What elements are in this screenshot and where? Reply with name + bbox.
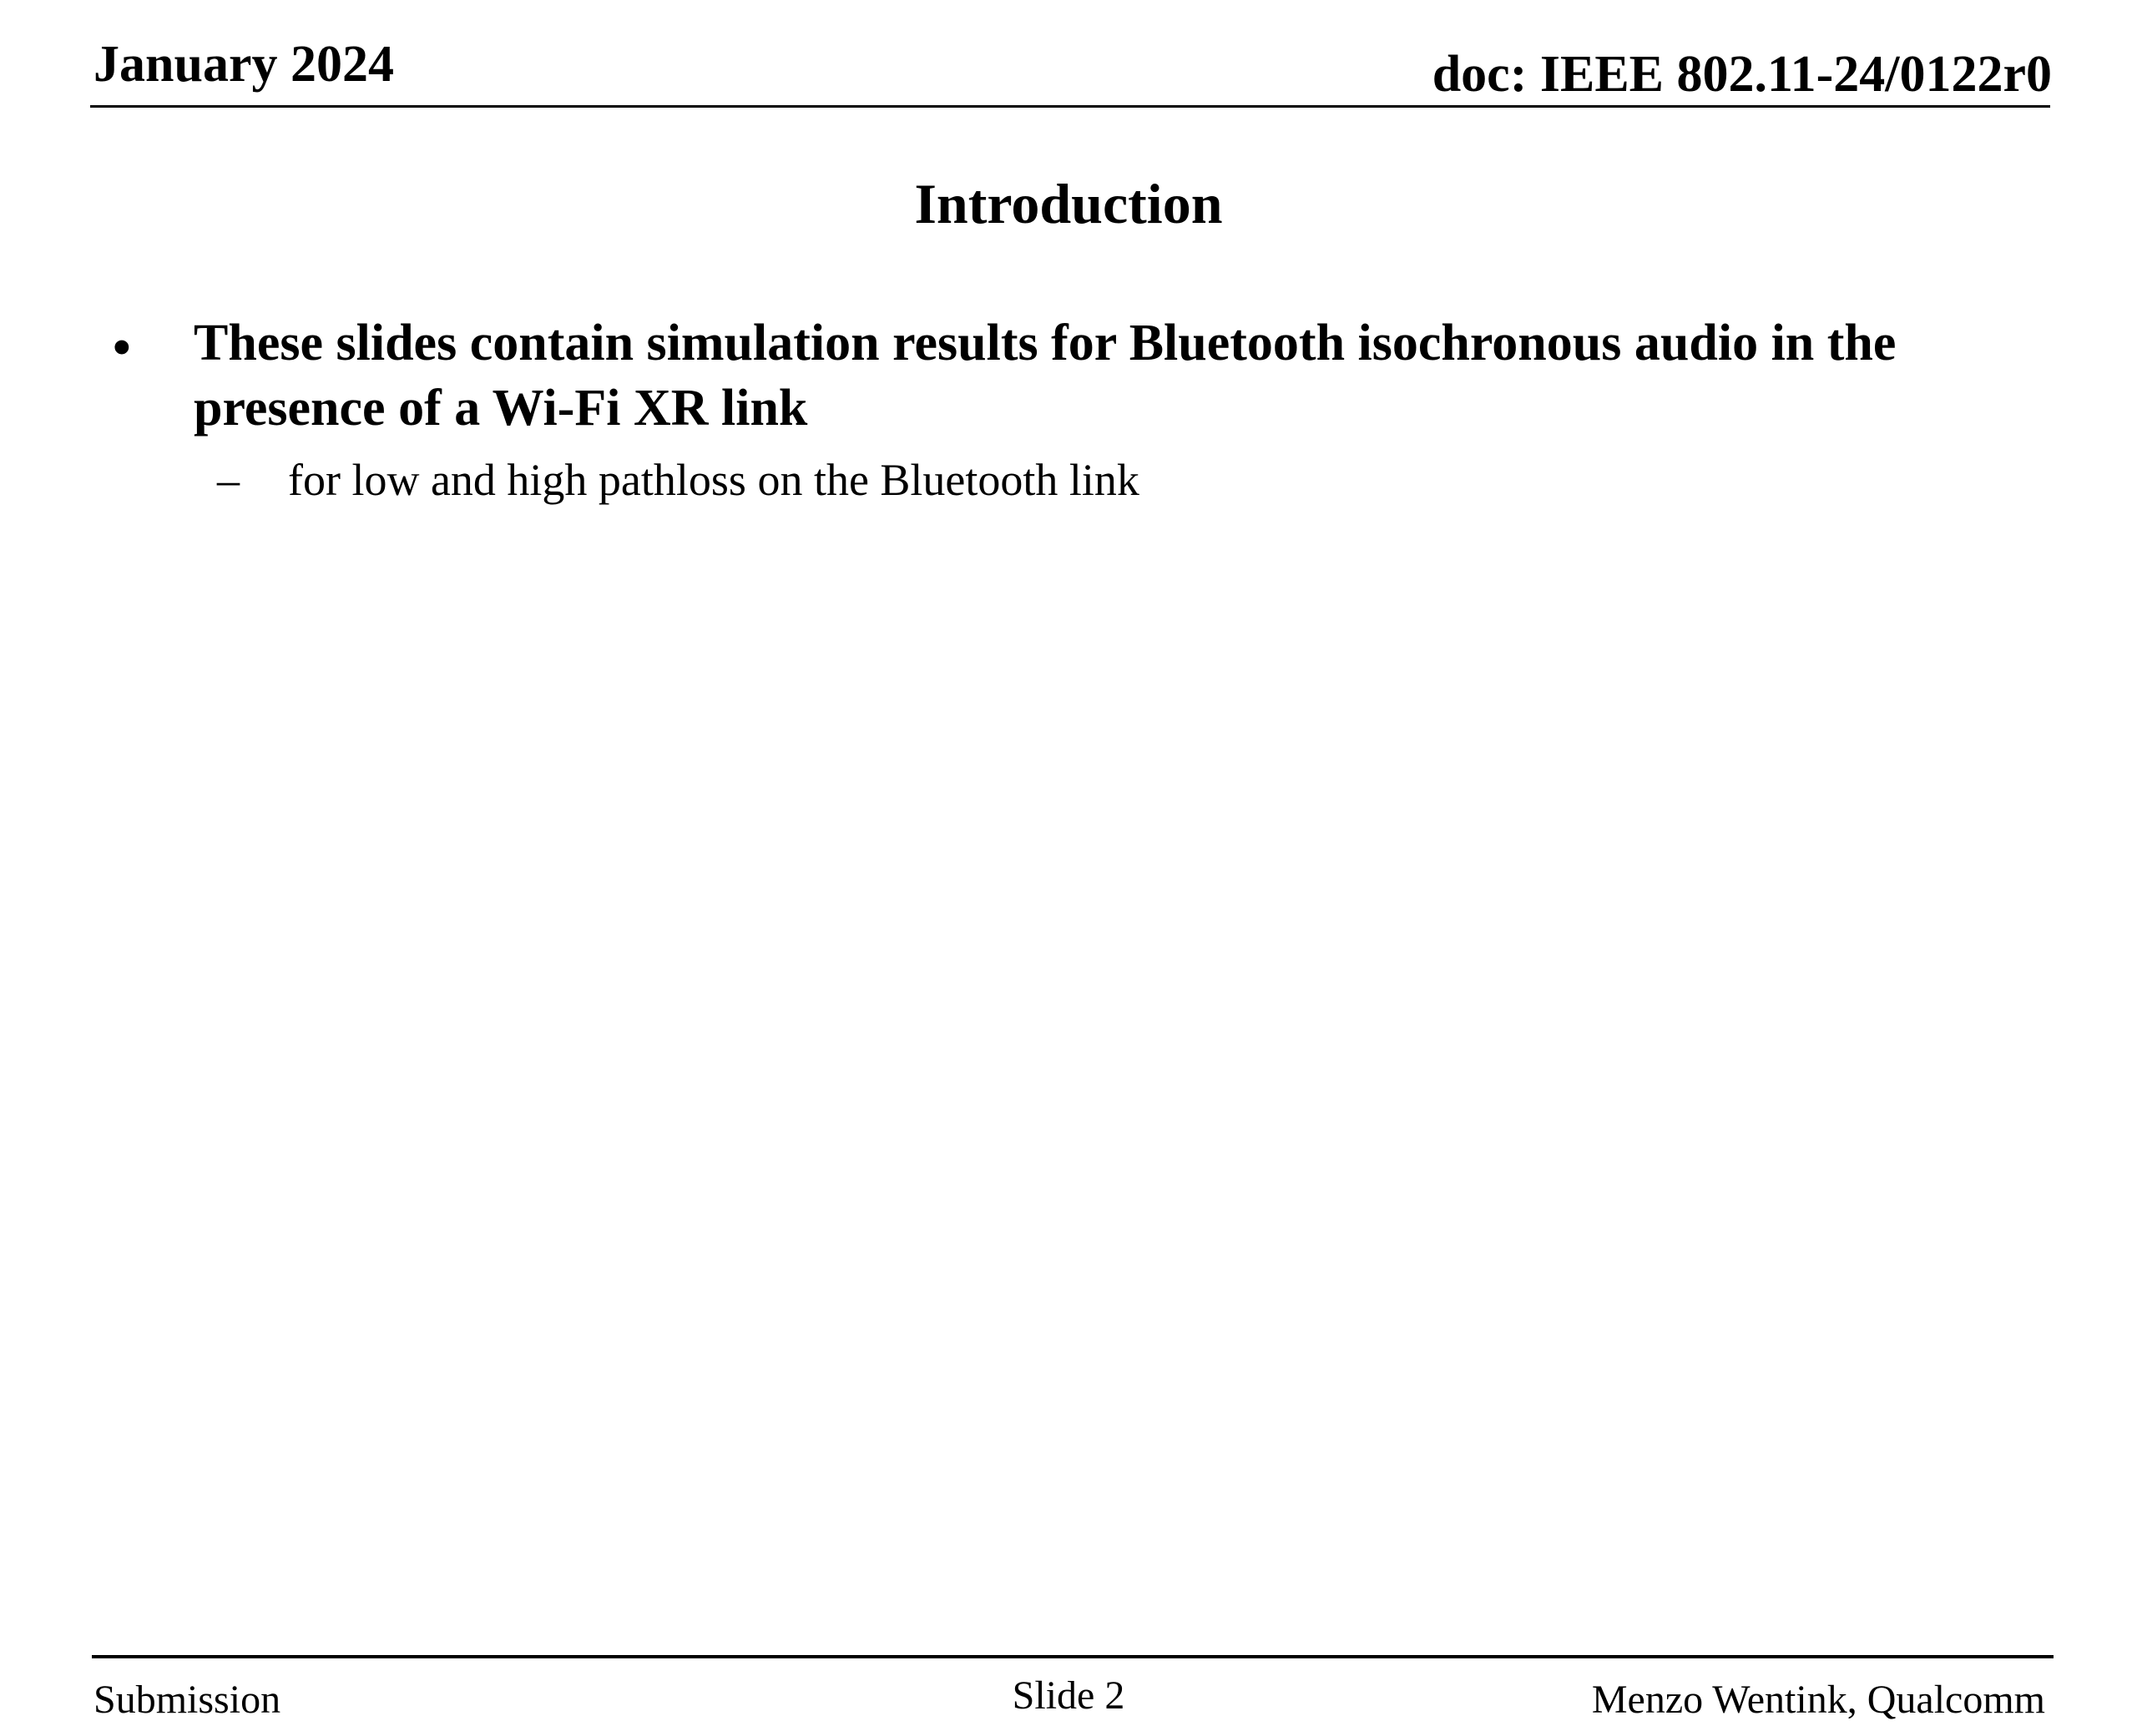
bullet-marker: • [113, 320, 131, 376]
footer-slide-number: Slide 2 [1012, 1673, 1125, 1718]
footer-author: Menzo Wentink, Qualcomm [1591, 1678, 2045, 1722]
header-date: January 2024 [93, 36, 394, 93]
sub-bullet-text: for low and high pathloss on the Bluetooth link [288, 455, 1139, 505]
header-doc-id: doc: IEEE 802.11-24/0122r0 [1432, 46, 2052, 103]
footer-divider [92, 1655, 2054, 1658]
slide-title: Introduction [914, 172, 1223, 235]
header-divider [90, 105, 2050, 108]
bullet-text: These slides contain simulation results for Bluetooth isochronous audio in the presence of a Wi-Fi XR link [194, 315, 1897, 437]
sub-bullet-marker: – [217, 455, 240, 505]
footer-submission: Submission [93, 1678, 281, 1722]
